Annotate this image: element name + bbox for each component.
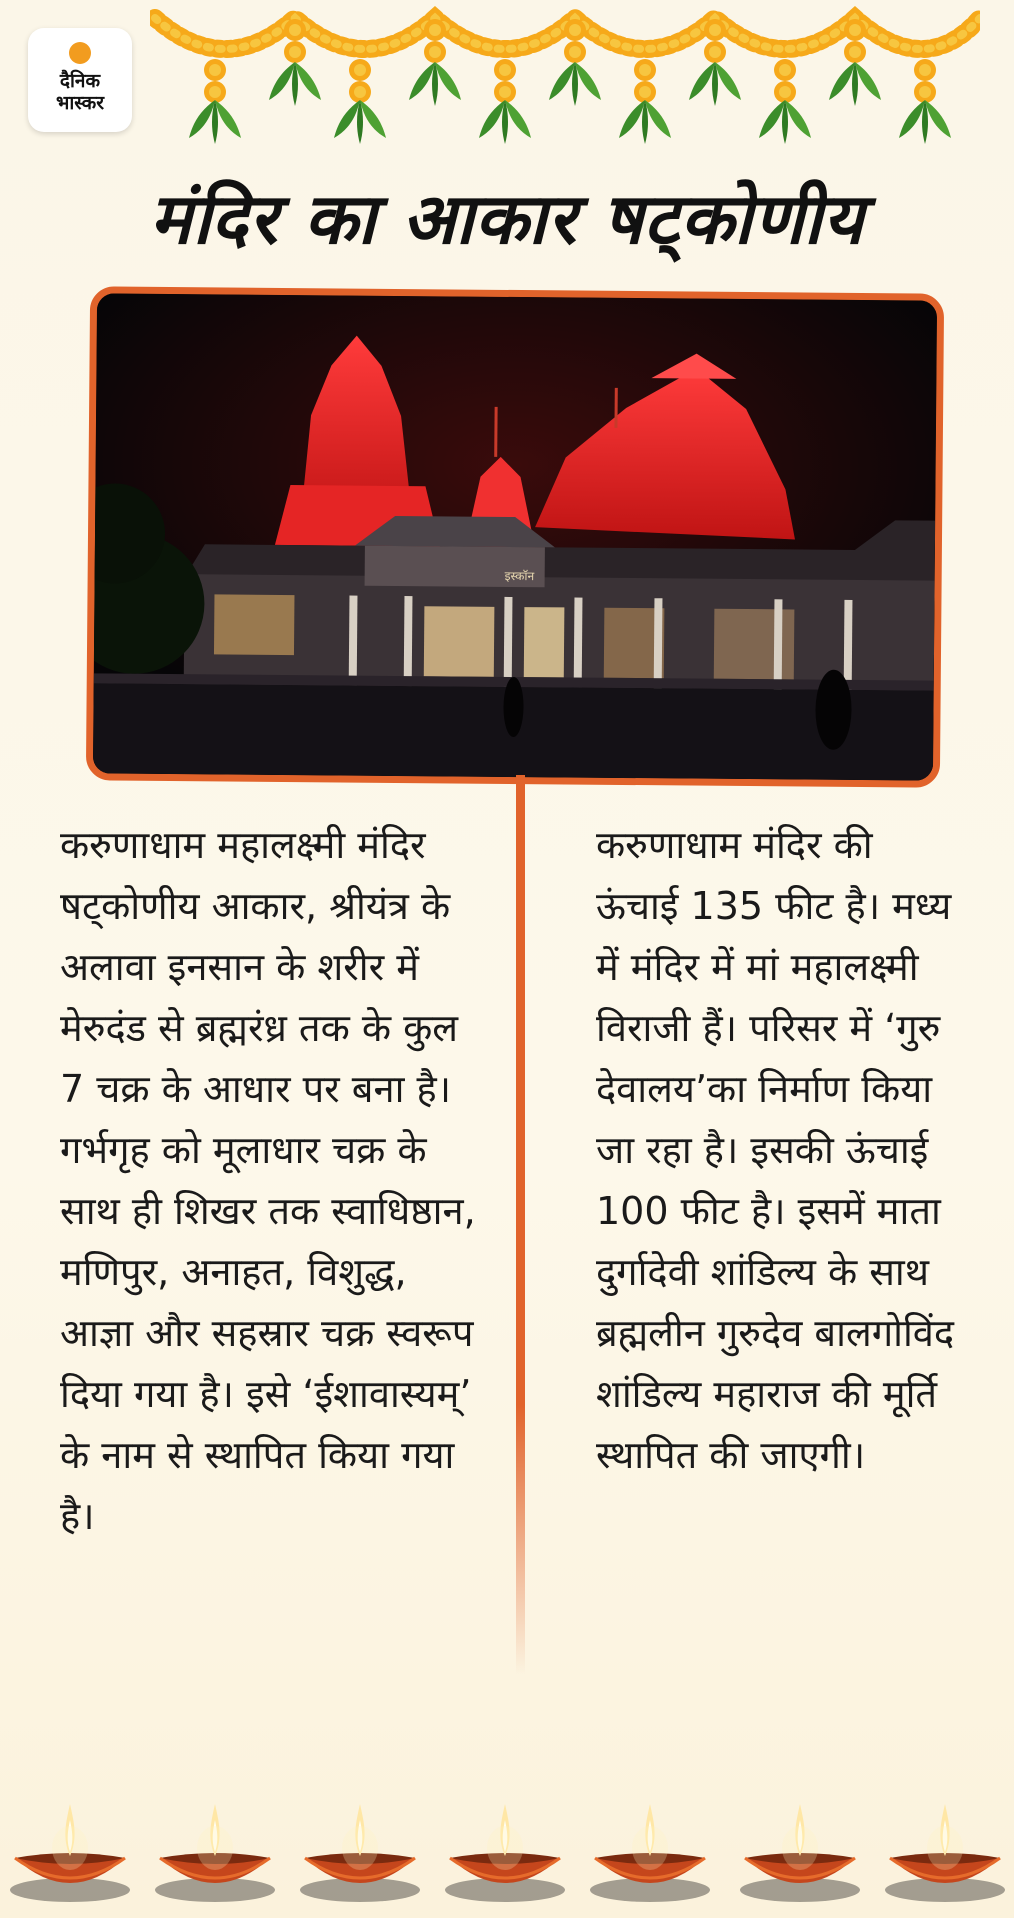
- diya-lamp-icon-row: [0, 1790, 1014, 1918]
- marigold-garland-icon: [150, 0, 980, 165]
- column-divider: [516, 775, 525, 1675]
- logo-line-1: दैनिक: [59, 70, 101, 92]
- logo-line-2: भास्कर: [55, 92, 105, 114]
- temple-illustration: [93, 293, 937, 780]
- left-column-text: करुणाधाम महालक्ष्मी मंदिर षट्कोणीय आकार, श्रीयंत्र के अलावा इनसान के शरीर में मेरुदंड से ब्रह्मरंध्र तक के कुल 7 चक्र के आधार पर बना है। गर्भगृह को मूलाधार चक्र के साथ ही शिखर तक स्वाधिष्ठान, मणिपुर, अनाहत, विशुद्ध, आज्ञा और सहस्रार चक्र स्वरूप दिया गया है। इसे ‘ईशावास्यम्’ के नाम से स्थापित किया गया है।: [60, 823, 476, 1538]
- temple-photo: [86, 286, 944, 787]
- sun-icon: [69, 42, 91, 64]
- temple-sign: इस्कॉन: [504, 568, 535, 584]
- right-column-text: करुणाधाम मंदिर की ऊंचाई 135 फीट है। मध्य में मंदिर में मां महालक्ष्मी विराजी हैं। परिसर में ‘गुरु देवालय’का निर्माण किया जा रहा है। इसकी ऊंचाई 100 फीट है। इसमें माता दुर्गादेवी शांडिल्य के साथ ब्रह्मलीन गुरुदेव बालगोविंद शांडिल्य महाराज की मूर्ति स्थापित की जाएगी।: [596, 823, 955, 1477]
- page-title: मंदिर का आकार षट्कोणीय: [149, 178, 865, 260]
- dainik-bhaskar-logo: [28, 28, 132, 132]
